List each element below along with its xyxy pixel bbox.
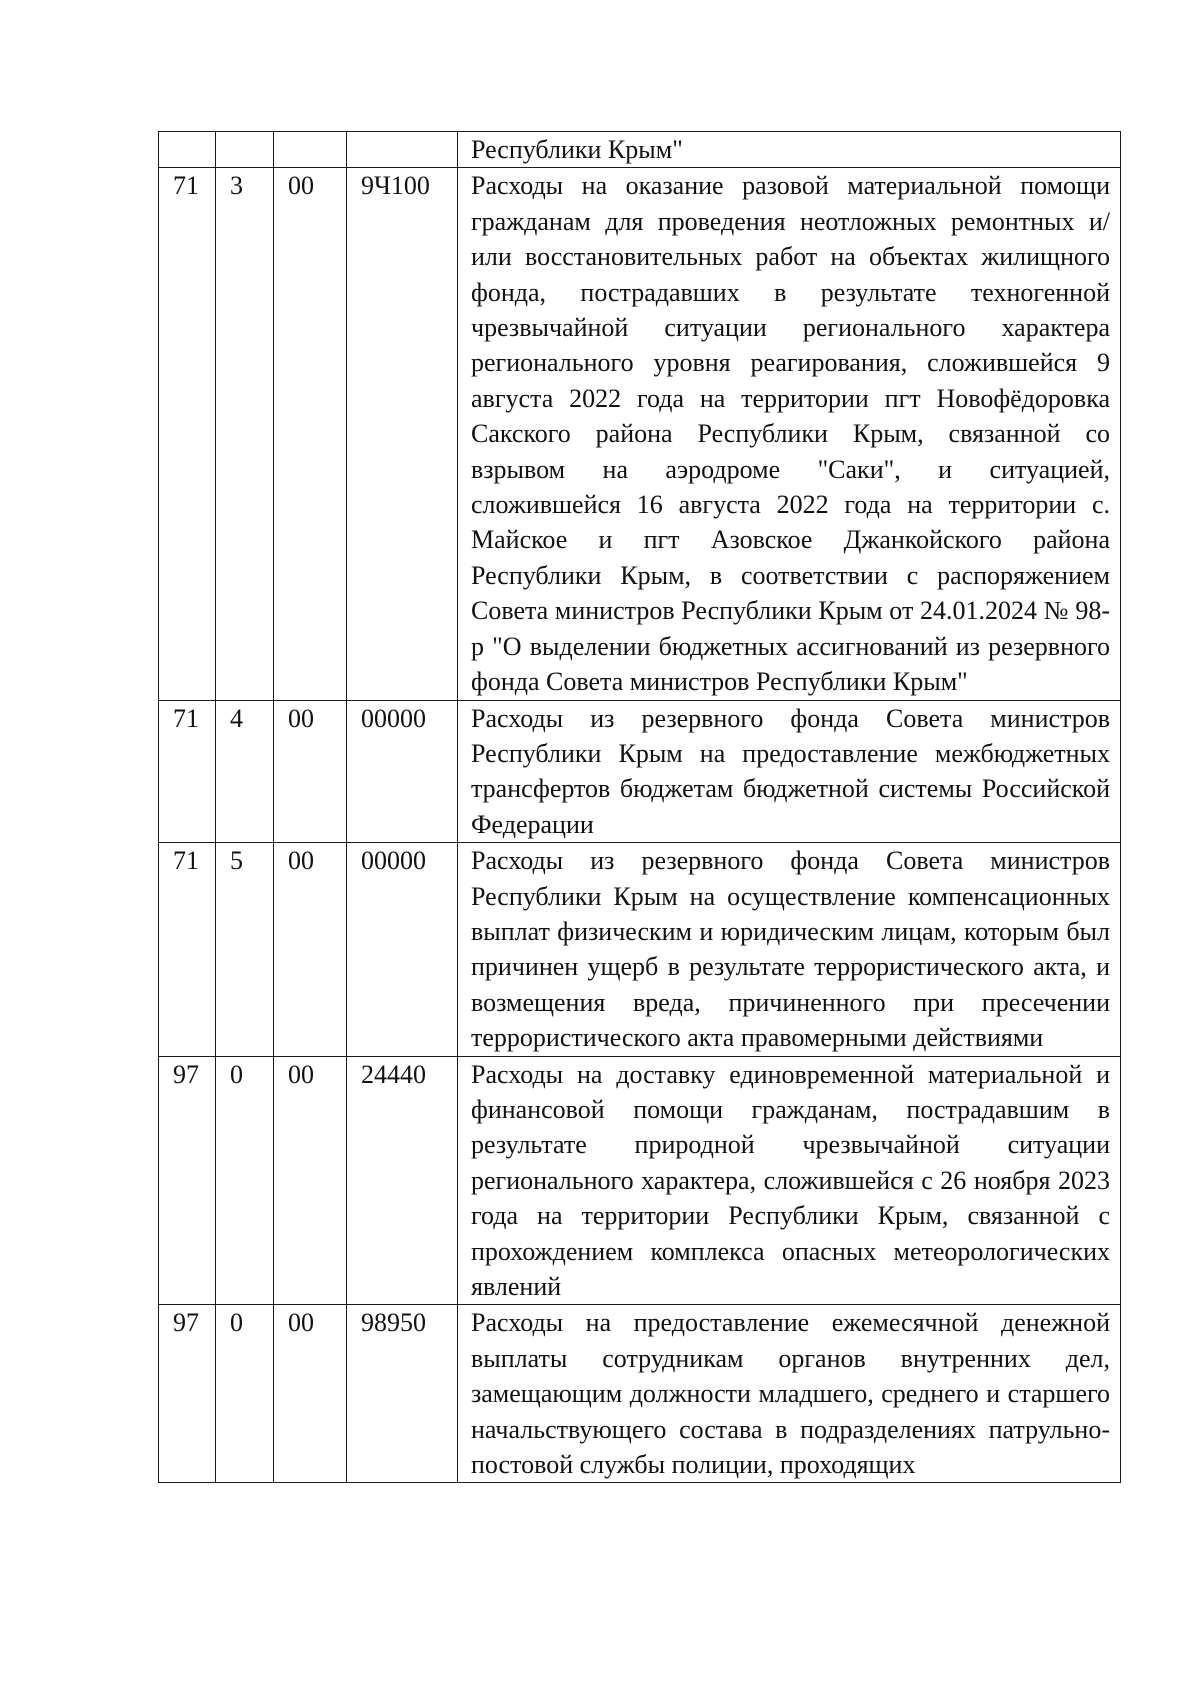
description-cell: Расходы на оказание разовой материальной помощи гражданам для проведения неотложных ремонтных и/или восстановительных работ на объектах жилищного фонда, пострадавших в результате техногенной чрезвычайной ситуации регионального характера регионального уровня реагирования, сложившейся 9 августа 2022 года на территории пгт Новофёдоровка Сакского района Республики Крым, связанной со взрывом на аэродроме "Саки", и ситуацией, сложившейся 16 августа 2022 года на территории с. Майское и пгт Азовское Джанкойского района Республики Крым, в соответствии с распоряжением Совета министров Республики Крым от 24.01.2024 № 98-р "О выделении бюджетных ассигнований из резервного фонда Совета министров Республики Крым" — [458, 168, 1121, 700]
code-cell-1: 71 — [159, 168, 216, 700]
description-cell: Расходы из резервного фонда Совета министров Республики Крым на осуществление компенсационных выплат физическим и юридическим лицам, которым был причинен ущерб в результате террористического акта, и возмещения вреда, причиненного при пресечении террористического акта правомерными действиями — [458, 843, 1121, 1056]
code-cell-2 — [216, 132, 274, 168]
code-cell-3: 00 — [274, 843, 347, 1056]
description-cell: Республики Крым" — [458, 132, 1121, 168]
code-cell-4: 98950 — [347, 1305, 458, 1483]
code-cell-2: 4 — [216, 700, 274, 843]
code-cell-4: 24440 — [347, 1056, 458, 1305]
table-row — [159, 132, 1121, 168]
code-cell-1: 97 — [159, 1056, 216, 1305]
code-cell-1: 71 — [159, 700, 216, 843]
table-row — [159, 1056, 1121, 1305]
table-row — [159, 700, 1121, 843]
table-row — [159, 843, 1121, 1056]
code-cell-2: 0 — [216, 1056, 274, 1305]
budget-classification-table — [158, 131, 1121, 1483]
description-cell: Расходы из резервного фонда Совета министров Республики Крым на предоставление межбюджетных трансфертов бюджетам бюджетной системы Российской Федерации — [458, 700, 1121, 843]
code-cell-2: 5 — [216, 843, 274, 1056]
code-cell-4: 00000 — [347, 700, 458, 843]
code-cell-3: 00 — [274, 1056, 347, 1305]
code-cell-3: 00 — [274, 1305, 347, 1483]
table-row — [159, 168, 1121, 700]
code-cell-4: 00000 — [347, 843, 458, 1056]
code-cell-3: 00 — [274, 168, 347, 700]
code-cell-4: 9Ч100 — [347, 168, 458, 700]
code-cell-2: 0 — [216, 1305, 274, 1483]
code-cell-1: 97 — [159, 1305, 216, 1483]
code-cell-1: 71 — [159, 843, 216, 1056]
code-cell-1 — [159, 132, 216, 168]
description-cell: Расходы на доставку единовременной материальной и финансовой помощи гражданам, пострадавшим в результате природной чрезвычайной ситуации регионального характера, сложившейся с 26 ноября 2023 года на территории Республики Крым, связанной с прохождением комплекса опасных метеорологических явлений — [458, 1056, 1121, 1305]
code-cell-4 — [347, 132, 458, 168]
description-cell: Расходы на предоставление ежемесячной денежной выплаты сотрудникам органов внутренних дел, замещающим должности младшего, среднего и старшего начальствующего состава в подразделениях патрульно-постовой службы полиции, проходящих — [458, 1305, 1121, 1483]
code-cell-2: 3 — [216, 168, 274, 700]
table-row — [159, 1305, 1121, 1483]
code-cell-3 — [274, 132, 347, 168]
code-cell-3: 00 — [274, 700, 347, 843]
